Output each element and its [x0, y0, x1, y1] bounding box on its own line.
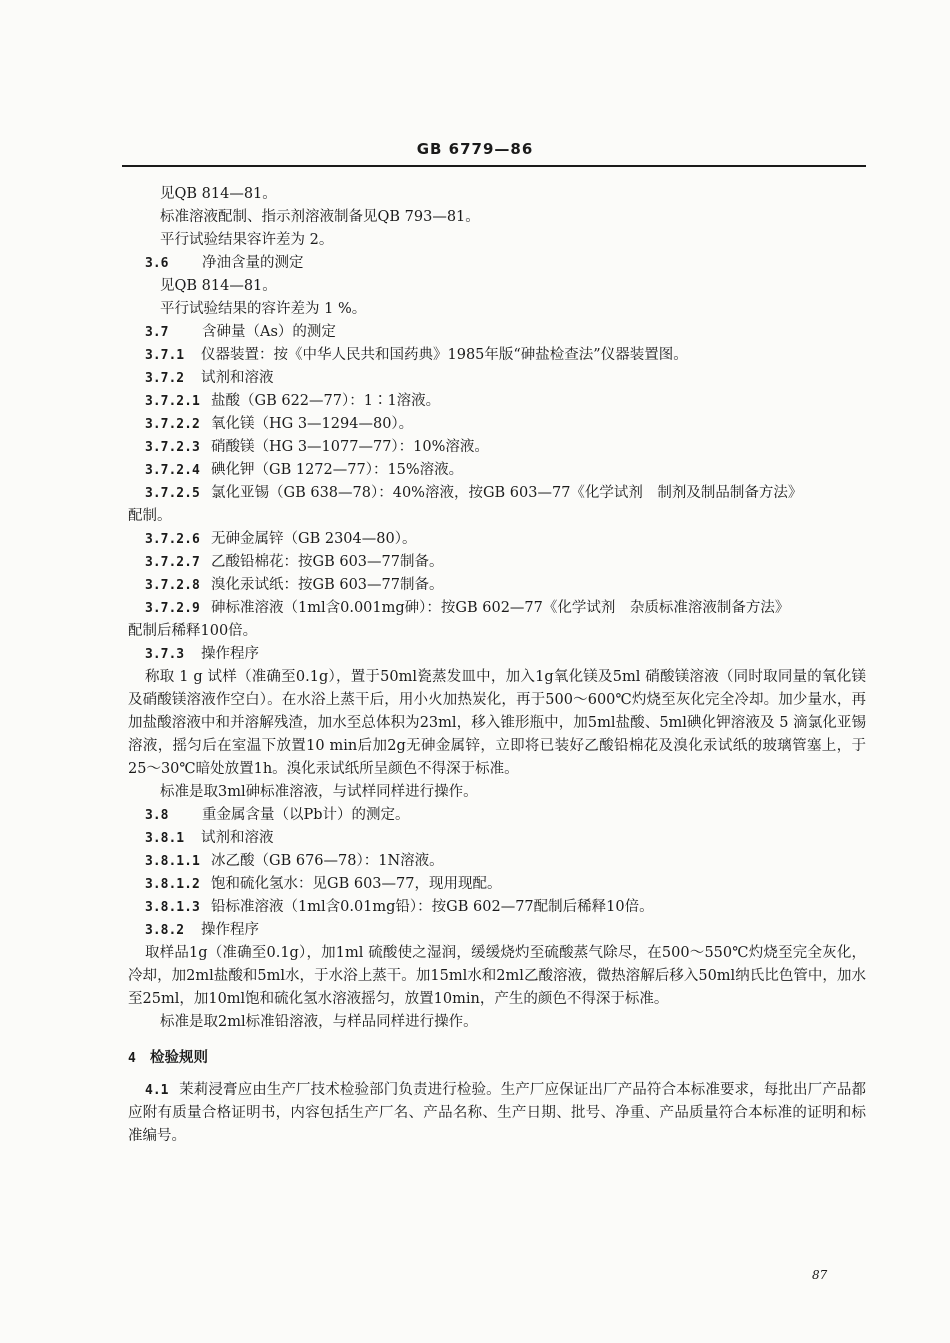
section-text: 氧化镁（HG 3—1294—80）。	[211, 416, 414, 432]
section-text: 茉莉浸膏应由生产厂技术检验部门负责进行检验。生产厂应保证出厂产品符合本标准要求，每批出厂产品都应附有质量合格证明书，内容包括生产厂名、产品名称、生产日期、批号、净重、产品质量符合本标准的证明和标准编号。	[128, 1082, 866, 1144]
section-number: 3.8.1.2	[145, 877, 200, 892]
section-number: 3.8.1	[145, 831, 185, 846]
document-body	[128, 183, 866, 1148]
text-line: 平行试验结果的容许差为 1 %。	[160, 301, 367, 317]
section-3-7-2-1	[128, 390, 866, 413]
section-title: 含砷量（As）的测定	[202, 324, 336, 340]
section-number: 3.7.2.5	[145, 486, 200, 501]
section-number: 3.7.2.3	[145, 440, 200, 455]
section-number: 3.7.2.8	[145, 578, 200, 593]
section-3-7-2-8	[128, 574, 866, 597]
section-3-7-2-9	[128, 597, 866, 620]
section-text: 仪器装置：按《中华人民共和国药典》1985年版“砷盐检查法”仪器装置图。	[201, 347, 688, 363]
section-number: 4.1	[145, 1083, 169, 1098]
section-3-7-2-5	[128, 482, 866, 505]
text-line: 平行试验结果容许差为 2。	[160, 232, 334, 248]
section-number: 3.7.2.6	[145, 532, 200, 547]
procedure-paragraph: 取样品1g（准确至0.1g），加1ml 硫酸使之湿润，缓缓烧灼至硫酸蒸气除尽，在500～550℃灼烧至完全灰化，冷却，加2ml盐酸和5ml水，于水浴上蒸干。加15ml水和2ml乙酸溶液，微热溶解后移入50ml纳氏比色管中，加水至25ml，加10ml饱和硫化氢水溶液摇匀，放置10min，产生的颜色不得深于标准。	[128, 945, 866, 1007]
header-rule	[122, 165, 866, 167]
section-3-7-2-4	[128, 459, 866, 482]
section-3-8-2	[128, 919, 866, 942]
section-3-7	[128, 321, 866, 344]
section-4	[128, 1046, 866, 1069]
procedure-paragraph: 称取 1 g 试样（准确至0.1g），置于50ml瓷蒸发皿中，加入1g氧化镁及5ml 硝酸镁溶液（同时取同量的氧化镁及硝酸镁溶液作空白）。在水浴上蒸干后，用小火加热炭化，再于500～600℃灼烧至灰化完全冷却。加少量水，再加盐酸溶液中和并溶解残渣，加水至总体积为23ml，移入锥形瓶中，加5ml盐酸、5ml碘化钾溶液及 5 滴氯化亚锡溶液，摇匀后在室温下放置10 min后加2g无砷金属锌，立即将已装好乙酸铅棉花及溴化汞试纸的玻璃管塞上，于25～30℃暗处放置1h。溴化汞试纸所呈颜色不得深于标准。	[128, 669, 866, 777]
section-number: 3.8.1.1	[145, 854, 200, 869]
section-text: 试剂和溶液	[201, 370, 274, 386]
section-text: 冰乙酸（GB 676—78）：1N溶液。	[211, 853, 444, 869]
section-3-8-1-1	[128, 850, 866, 873]
section-3-6	[128, 252, 866, 275]
section-number: 3.7.2.4	[145, 463, 200, 478]
section-3-7-2-3	[128, 436, 866, 459]
section-number: 3.7.2.2	[145, 417, 200, 432]
section-4-1	[128, 1079, 866, 1148]
section-number: 4	[128, 1051, 136, 1066]
section-3-8-1	[128, 827, 866, 850]
section-text: 铅标准溶液（1ml含0.01mg铅）：按GB 602—77配制后稀释10倍。	[211, 899, 654, 915]
text-line: 见QB 814—81。	[160, 278, 277, 294]
page-header: GB 6779—86	[416, 140, 534, 158]
section-3-7-1	[128, 344, 866, 367]
section-title: 重金属含量（以Pb计）的测定。	[202, 807, 410, 823]
section-number: 3.8	[145, 808, 169, 823]
section-number: 3.8.1.3	[145, 900, 200, 915]
section-text: 无砷金属锌（GB 2304—80）。	[211, 531, 417, 547]
text-line: 标准是取3ml砷标准溶液，与试样同样进行操作。	[160, 784, 478, 800]
section-text: 操作程序	[201, 646, 259, 662]
section-3-7-2-7	[128, 551, 866, 574]
section-text: 盐酸（GB 622—77）：1∶1溶液。	[211, 393, 441, 409]
text-line: 见QB 814—81。	[160, 186, 277, 202]
section-text: 操作程序	[201, 922, 259, 938]
section-number: 3.7.2.1	[145, 394, 200, 409]
section-title: 净油含量的测定	[202, 255, 304, 271]
section-number: 3.7	[145, 325, 169, 340]
section-text: 饱和硫化氢水：见GB 603—77，现用现配。	[211, 876, 502, 892]
section-3-7-2-2	[128, 413, 866, 436]
section-text: 硝酸镁（HG 3—1077—77）：10%溶液。	[211, 439, 489, 455]
section-3-8-1-2	[128, 873, 866, 896]
section-number: 3.6	[145, 256, 169, 271]
section-3-7-2	[128, 367, 866, 390]
section-text: 溴化汞试纸：按GB 603—77制备。	[211, 577, 444, 593]
section-text: 碘化钾（GB 1272—77）：15%溶液。	[211, 462, 464, 478]
section-number: 3.8.2	[145, 923, 185, 938]
section-title: 检验规则	[150, 1049, 208, 1066]
section-text: 砷标准溶液（1ml含0.001mg砷）：按GB 602—77《化学试剂 杂质标准溶液制备方法》	[211, 600, 790, 616]
text-line: 配制后稀释100倍。	[128, 623, 258, 639]
page-number: 87	[812, 1268, 828, 1282]
section-text: 氯化亚锡（GB 638—78）：40%溶液，按GB 603—77《化学试剂 制剂及制品制备方法》	[211, 485, 803, 501]
section-number: 3.7.3	[145, 647, 185, 662]
text-line: 标准溶液配制、指示剂溶液制备见QB 793—81。	[160, 209, 480, 225]
section-3-7-2-6	[128, 528, 866, 551]
section-3-8	[128, 804, 866, 827]
section-text: 试剂和溶液	[201, 830, 274, 846]
section-number: 3.7.2	[145, 371, 185, 386]
text-line: 标准是取2ml标准铅溶液，与样品同样进行操作。	[160, 1014, 478, 1030]
section-text: 乙酸铅棉花：按GB 603—77制备。	[211, 554, 444, 570]
text-line: 配制。	[128, 508, 172, 524]
section-number: 3.7.1	[145, 348, 185, 363]
section-3-8-1-3	[128, 896, 866, 919]
section-number: 3.7.2.9	[145, 601, 200, 616]
section-3-7-3	[128, 643, 866, 666]
section-number: 3.7.2.7	[145, 555, 200, 570]
